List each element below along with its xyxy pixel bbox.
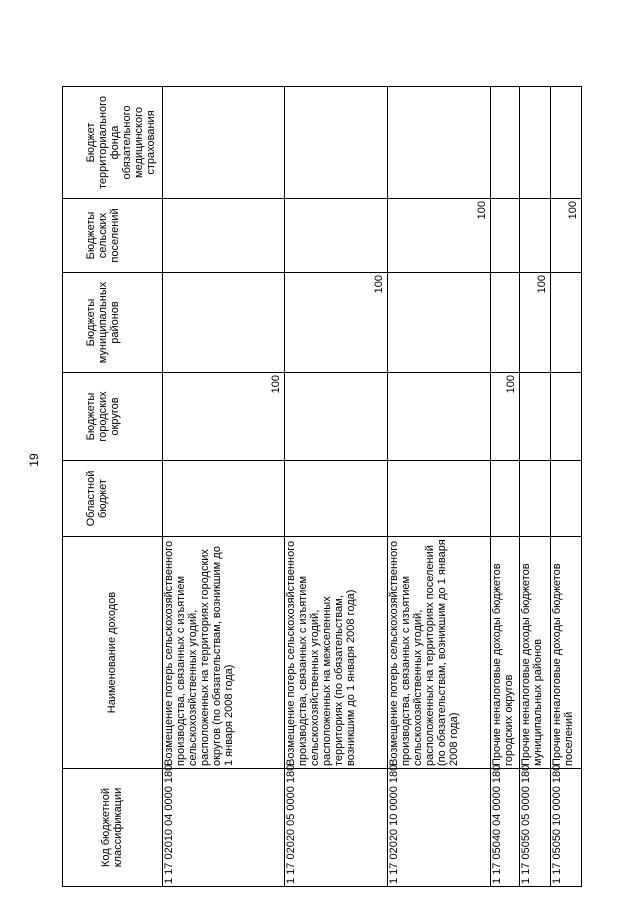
header-name: Наименование доходов <box>63 537 163 769</box>
row-regional-value <box>520 461 550 537</box>
table-row <box>490 87 519 887</box>
row-fund-value <box>388 87 491 199</box>
row-name: Прочие неналоговые доходы бюджетов муниципальных районов <box>520 537 550 769</box>
row-regional-value <box>162 461 285 537</box>
table-row <box>162 87 285 887</box>
row-regional-value <box>285 461 388 537</box>
row-name: Возмещение потерь сельскохозяйственного производства, связанных с изъятием сельскохозяйственных угодий, расположенных на межселенных территориях (по обязательствам, возникшим до 1 января 2008 года) <box>285 537 388 769</box>
table-row <box>520 87 550 887</box>
row-regional-value <box>550 461 582 537</box>
row-city-value <box>388 373 491 461</box>
row-municipal-value <box>490 273 519 373</box>
row-code: 1 17 02010 04 0000 180 <box>162 769 285 887</box>
header-rural: Бюджеты сельских поселений <box>63 199 163 273</box>
row-rural-value <box>520 199 550 273</box>
row-code: 1 17 05050 10 0000 180 <box>550 769 582 887</box>
row-name: Возмещение потерь сельскохозяйственного производства, связанных с изъятием сельскохозяйственных угодий, расположенных на территориях поселений (по обязательствам, возникшим до 1 января 2008 года) <box>388 537 491 769</box>
row-name: Прочие неналоговые доходы бюджетов поселений <box>550 537 582 769</box>
row-name: Прочие неналоговые доходы бюджетов городских округов <box>490 537 519 769</box>
header-regional: Областной бюджет <box>63 461 163 537</box>
row-rural-value <box>162 199 285 273</box>
row-fund-value <box>550 87 582 199</box>
row-fund-value <box>285 87 388 199</box>
header-city: Бюджеты городских округов <box>63 373 163 461</box>
row-code: 1 17 02020 05 0000 180 <box>285 769 388 887</box>
row-regional-value <box>490 461 519 537</box>
row-city-value <box>285 373 388 461</box>
row-rural-value: 100 <box>388 199 491 273</box>
table-row <box>285 87 388 887</box>
row-city-value <box>520 373 550 461</box>
revenue-table <box>62 86 582 887</box>
row-municipal-value: 100 <box>520 273 550 373</box>
row-regional-value <box>388 461 491 537</box>
row-city-value: 100 <box>162 373 285 461</box>
header-municipal: Бюджеты муниципальных районов <box>63 273 163 373</box>
row-rural-value <box>285 199 388 273</box>
header-code: Код бюджетной классификации <box>63 769 163 887</box>
row-fund-value <box>490 87 519 199</box>
row-fund-value <box>162 87 285 199</box>
page-number: 19 <box>27 453 41 467</box>
table-row <box>550 87 582 887</box>
row-municipal-value: 100 <box>285 273 388 373</box>
row-city-value <box>550 373 582 461</box>
table-header-row <box>63 87 163 887</box>
row-municipal-value <box>388 273 491 373</box>
row-city-value: 100 <box>490 373 519 461</box>
row-fund-value <box>520 87 550 199</box>
row-municipal-value <box>162 273 285 373</box>
table-row <box>388 87 491 887</box>
row-rural-value: 100 <box>550 199 582 273</box>
row-municipal-value <box>550 273 582 373</box>
header-fund: Бюджет территориального фонда обязательного медицинского страхования <box>63 87 163 199</box>
rotated-table-container <box>62 87 582 887</box>
row-rural-value <box>490 199 519 273</box>
row-name: Возмещение потерь сельскохозяйственного производства, связанных с изъятием сельскохозяйственных угодий, расположенных на территориях городских округов (по обязательствам, возникшим до 1 января 2008 года) <box>162 537 285 769</box>
row-code: 1 17 02020 10 0000 180 <box>388 769 491 887</box>
row-code: 1 17 05050 05 0000 180 <box>520 769 550 887</box>
row-code: 1 17 05040 04 0000 180 <box>490 769 519 887</box>
